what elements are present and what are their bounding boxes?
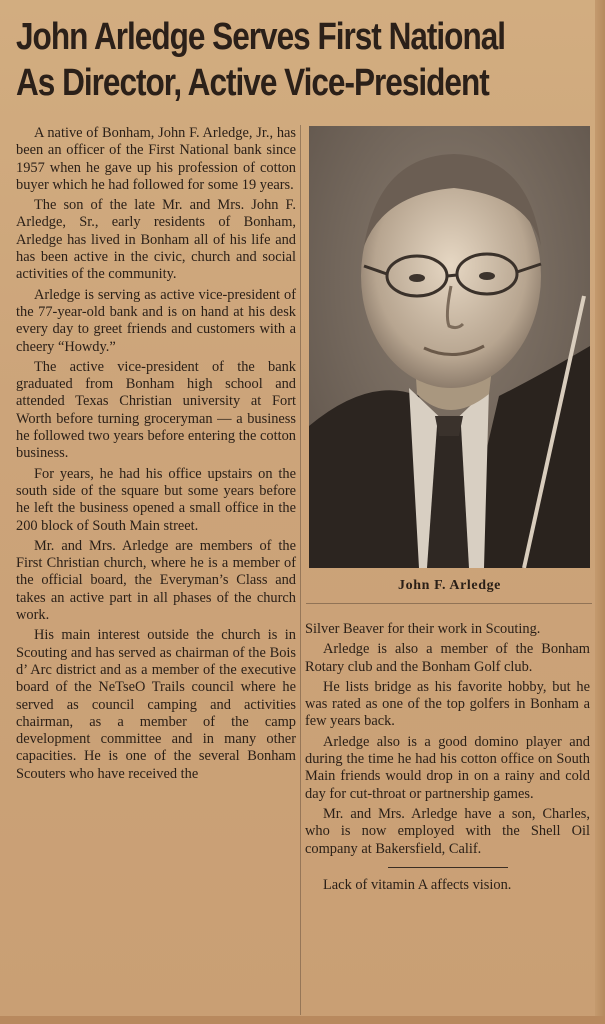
paragraph: Mr. and Mrs. Arledge are members of the First Christian church, where he is a member of the official board, the Everyman’s Class and takes an active part in all phases of the church work.	[16, 537, 296, 624]
paper-edge	[595, 0, 605, 1024]
paragraph: Arledge is serving as active vice-president of the 77-year-old bank and is on hand at his desk every day to greet friends and customers with a cheery “Howdy.”	[16, 286, 296, 355]
paper-edge	[0, 1016, 605, 1024]
paragraph: Silver Beaver for their work in Scouting.	[305, 621, 541, 637]
photo-caption: John F. Arledge	[398, 578, 501, 593]
paragraph: The son of the late Mr. and Mrs. John F. Arledge, Sr., early residents of Bonham, Arledge has lived in Bonham all of his life and has been active in the civic, church and social activities of the community.	[16, 197, 296, 283]
paragraph: Mr. and Mrs. Arledge have a son, Charles, who is now employed with the Shell Oil company at Bakersfield, Calif.	[305, 805, 590, 857]
filler-divider	[388, 867, 508, 868]
headline-line-1: John Arledge Serves First National	[16, 16, 506, 58]
headline	[16, 14, 506, 106]
paragraph: The active vice-president of the bank graduated from Bonham high school and attended Texas Christian university at Fort Worth before turning groceryman — a business he followed two years before entering the cotton business.	[16, 358, 296, 462]
paragraph: For years, he had his office upstairs on the south side of the square but some years before he left the business opened a small office in the 200 block of South Main street.	[16, 465, 296, 534]
paragraph: His main interest outside the church is in Scouting and has served as chairman of the Bois d’ Arc district and as a member of the executive board of the NeTseO Trails council where he served as council camping and activities chairman, as a member of the camp development committee and in many other capacities. He is one of the several Bonham Scouters who have received the	[16, 627, 296, 782]
paragraph: Arledge also is a good domino player and during the time he had his cotton office on South Main friends would drop in on a rainy and cold day for cut-throat or partnership games.	[305, 733, 590, 802]
article-right-column	[305, 621, 590, 897]
column-divider	[300, 125, 301, 1015]
paragraph: Arledge is also a member of the Bonham Rotary club and the Bonham Golf club.	[305, 641, 590, 675]
caption-divider	[306, 603, 592, 604]
headline-line-2: As Director, Active Vice-President	[16, 62, 489, 104]
paragraph: He lists bridge as his favorite hobby, but he was rated as one of the top golfers in Bonham a few years back.	[305, 678, 590, 730]
portrait-image	[309, 126, 590, 568]
portrait-photo	[309, 126, 590, 568]
filler-item: Lack of vitamin A affects vision.	[323, 876, 512, 893]
paragraph: A native of Bonham, John F. Arledge, Jr., has been an officer of the First National bank since 1957 when he gave up his profession of cotton buyer which he had followed for some 19 years.	[16, 125, 296, 193]
article-left-column	[16, 125, 296, 786]
